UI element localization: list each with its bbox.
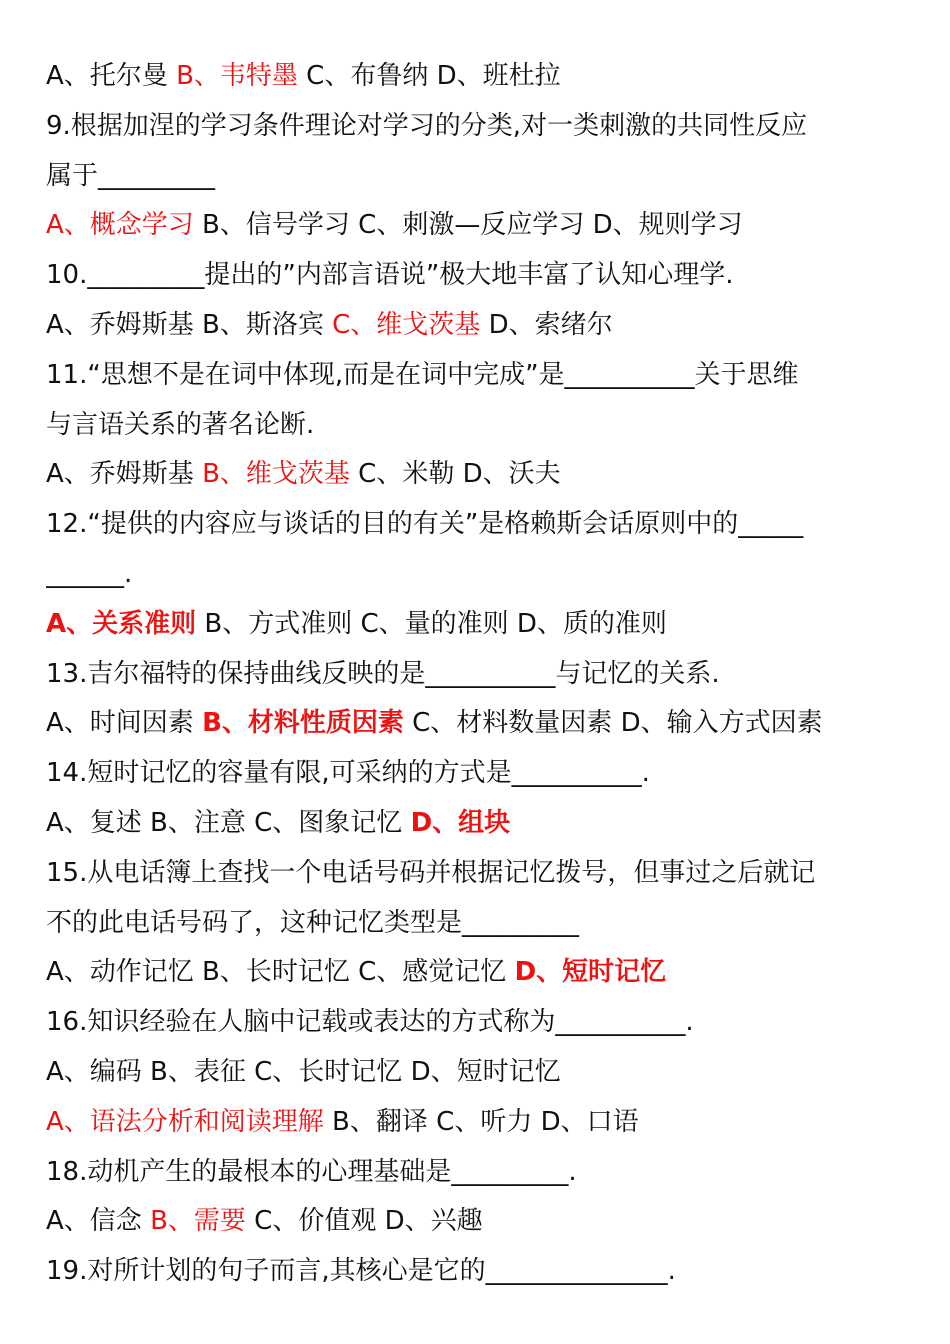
answer-highlight: A、概念学习: [46, 210, 194, 241]
text-line: [46, 650, 912, 700]
text-line: [46, 1098, 912, 1148]
text-line: [46, 500, 912, 550]
text-segment: B、翻译 C、听力 D、口语: [323, 1106, 639, 1137]
text-segment: C、价值观 D、兴趣: [245, 1206, 483, 1237]
text-segment: 13.吉尔福特的保持曲线反映的是__________与记忆的关系.: [46, 658, 720, 689]
text-line: [46, 749, 912, 799]
text-line: [46, 401, 912, 451]
text-segment: 不的此电话号码了，这种记忆类型是_________: [46, 907, 580, 938]
answer-highlight: C、维戈茨基: [332, 309, 481, 340]
text-line: [46, 998, 912, 1048]
text-line: [46, 52, 912, 102]
answer-highlight: D、短时记忆: [514, 957, 667, 988]
text-line: [46, 550, 912, 600]
answer-highlight: A、关系准则: [46, 608, 197, 639]
text-line: [46, 450, 912, 500]
text-segment: A、托尔曼: [46, 61, 177, 91]
text-line: [46, 1148, 912, 1198]
text-line: [46, 251, 912, 301]
text-line: [46, 1048, 912, 1098]
text-segment: 16.知识经验在人脑中记载或表达的方式称为__________.: [46, 1007, 694, 1038]
text-line: [46, 201, 912, 251]
text-line: [46, 849, 912, 899]
text-line: [46, 600, 912, 650]
text-segment: A、复述 B、注意 C、图象记忆: [46, 807, 411, 838]
text-segment: 10._________提出的”内部言语说”极大地丰富了认知心理学.: [46, 260, 734, 291]
text-line: [46, 1247, 912, 1297]
text-segment: A、乔姆斯基 B、斯洛宾: [46, 309, 333, 340]
answer-highlight: B、材料性质因素: [202, 708, 404, 739]
text-segment: 19.对所计划的句子而言,其核心是它的______________.: [46, 1256, 676, 1287]
text-line: [46, 899, 912, 949]
text-segment: 12.“提供的内容应与谈话的目的有关”是格赖斯会话原则中的_____: [46, 509, 804, 540]
answer-highlight: A、语法分析和阅读理解: [46, 1106, 324, 1137]
text-segment: 属于_________: [46, 160, 216, 191]
text-line: [46, 301, 912, 351]
text-line: [46, 699, 912, 749]
answer-highlight: B、维戈茨基: [202, 459, 350, 490]
text-segment: C、材料数量因素 D、输入方式因素: [403, 708, 823, 739]
text-segment: A、动作记忆 B、长时记忆 C、感觉记忆: [46, 957, 515, 988]
text-segment: A、乔姆斯基: [46, 459, 203, 490]
text-segment: 与言语关系的著名论断.: [46, 409, 315, 440]
text-line: [46, 152, 912, 202]
text-segment: 9.根据加涅的学习条件理论对学习的分类,对一类刺激的共同性反应: [46, 110, 808, 141]
text-line: [46, 1197, 912, 1247]
text-segment: 11.“思想不是在词中体现,而是在词中完成”是__________关于思维: [46, 359, 799, 390]
text-line: [46, 948, 912, 998]
text-line: [46, 351, 912, 401]
answer-highlight: B、需要: [150, 1206, 246, 1237]
text-segment: B、方式准则 C、量的准则 D、质的准则: [196, 608, 667, 639]
text-segment: B、信号学习 C、刺激—反应学习 D、规则学习: [193, 210, 743, 241]
text-segment: A、编码 B、表征 C、长时记忆 D、短时记忆: [46, 1056, 561, 1087]
text-segment: 14.短时记忆的容量有限,可采纳的方式是__________.: [46, 758, 650, 789]
text-line: [46, 799, 912, 849]
text-segment: 15.从电话簿上查找一个电话号码并根据记忆拨号，但事过之后就记: [46, 857, 816, 888]
text-line: [46, 102, 912, 152]
document-page: [46, 52, 912, 1297]
text-segment: A、信念: [46, 1206, 151, 1237]
answer-highlight: D、组块: [410, 807, 511, 838]
text-segment: C、布鲁纳 D、班杜拉: [297, 61, 561, 91]
text-segment: A、时间因素: [46, 708, 203, 739]
text-segment: C、米勒 D、沃夫: [349, 459, 561, 490]
text-segment: ______.: [46, 558, 133, 589]
text-segment: 18.动机产生的最根本的心理基础是_________.: [46, 1156, 577, 1187]
answer-highlight: B、韦特墨: [176, 61, 298, 91]
text-segment: D、索绪尔: [480, 309, 613, 340]
